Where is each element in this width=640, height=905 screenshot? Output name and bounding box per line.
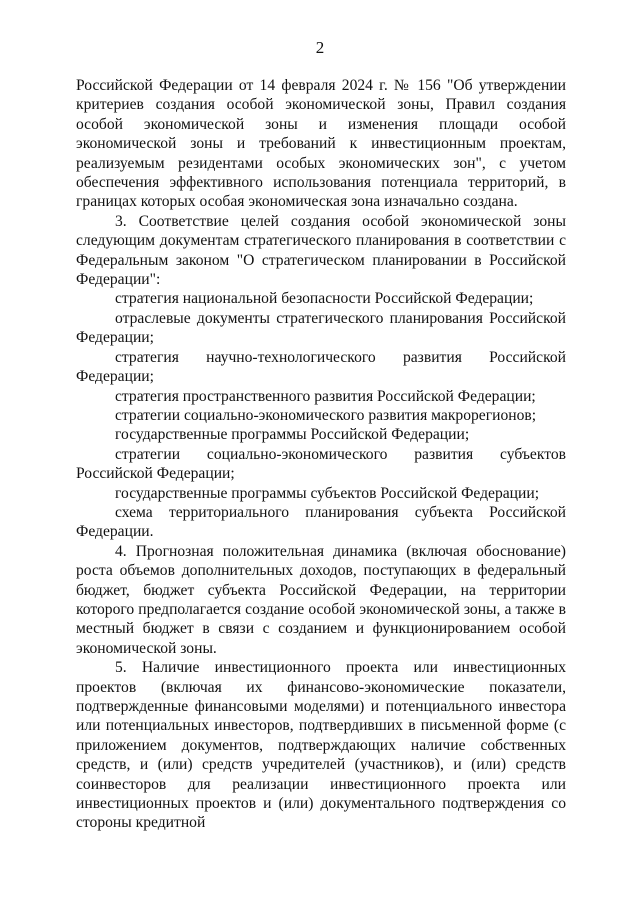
page-number: 2 xyxy=(315,38,325,57)
list-item: стратегия национальной безопасности Российской Федерации; xyxy=(115,290,534,308)
list-item: отраслевые документы стратегического планирования Российской Федерации; xyxy=(76,309,566,347)
list-item: стратегии социально-экономического развития макрорегионов; xyxy=(115,406,537,424)
list-item: стратегия научно-технологического развития Российской Федерации; xyxy=(76,348,566,386)
list-item: стратегии социально-экономического развития субъектов Российской Федерации; xyxy=(76,445,566,483)
paragraph-item-3: 3. Соответствие целей создания особой экономической зоны следующим документам стратегического планирования в соответствии с Федеральным законом "О стратегическом планировании в Российской Федерации": xyxy=(76,212,566,289)
list-item: государственные программы субъектов Российской Федерации; xyxy=(115,484,540,502)
paragraph-item-5: 5. Наличие инвестиционного проекта или инвестиционных проектов (включая их финансово-экономические показатели, подтвержденные финансовыми моделями) и потенциального инвестора или потенциальных инвесторов, подтвердивших в письменной форме (с приложением документов, подтверждающих наличие собственных средств, и (или) средств учредителей (участников), и (или) средств соинвесторов для реализации инвестиционного проекта или инвестиционных проектов и (или) документального подтверждения со стороны кредитной xyxy=(76,659,566,832)
paragraph-item-4: 4. Прогнозная положительная динамика (включая обоснование) роста объемов дополнительных доходов, поступающих в федеральный бюджет, бюджет субъекта Российской Федерации, на территории которого предполагается создание особой экономической зоны, а также в местный бюджет в связи с созданием и функционированием особой экономической зоны. xyxy=(76,542,566,657)
paragraph-continuation: Российской Федерации от 14 февраля 2024 г. № 156 "Об утверждении критериев создания особой экономической зоны, Правил создания особой экономической зоны и изменения площади особой экономической зоны и требований к инвестиционным проектам, реализуемым резидентами особых экономических зон", с учетом обеспечения эффективного использования потенциала территорий, в границах которых особая экономическая зона изначально создана. xyxy=(76,77,566,211)
list-item: стратегия пространственного развития Российской Федерации; xyxy=(115,387,536,405)
list-item: государственные программы Российской Федерации; xyxy=(115,426,470,444)
list-item: схема территориального планирования субъекта Российской Федерации. xyxy=(76,503,566,541)
document-body xyxy=(76,76,566,833)
